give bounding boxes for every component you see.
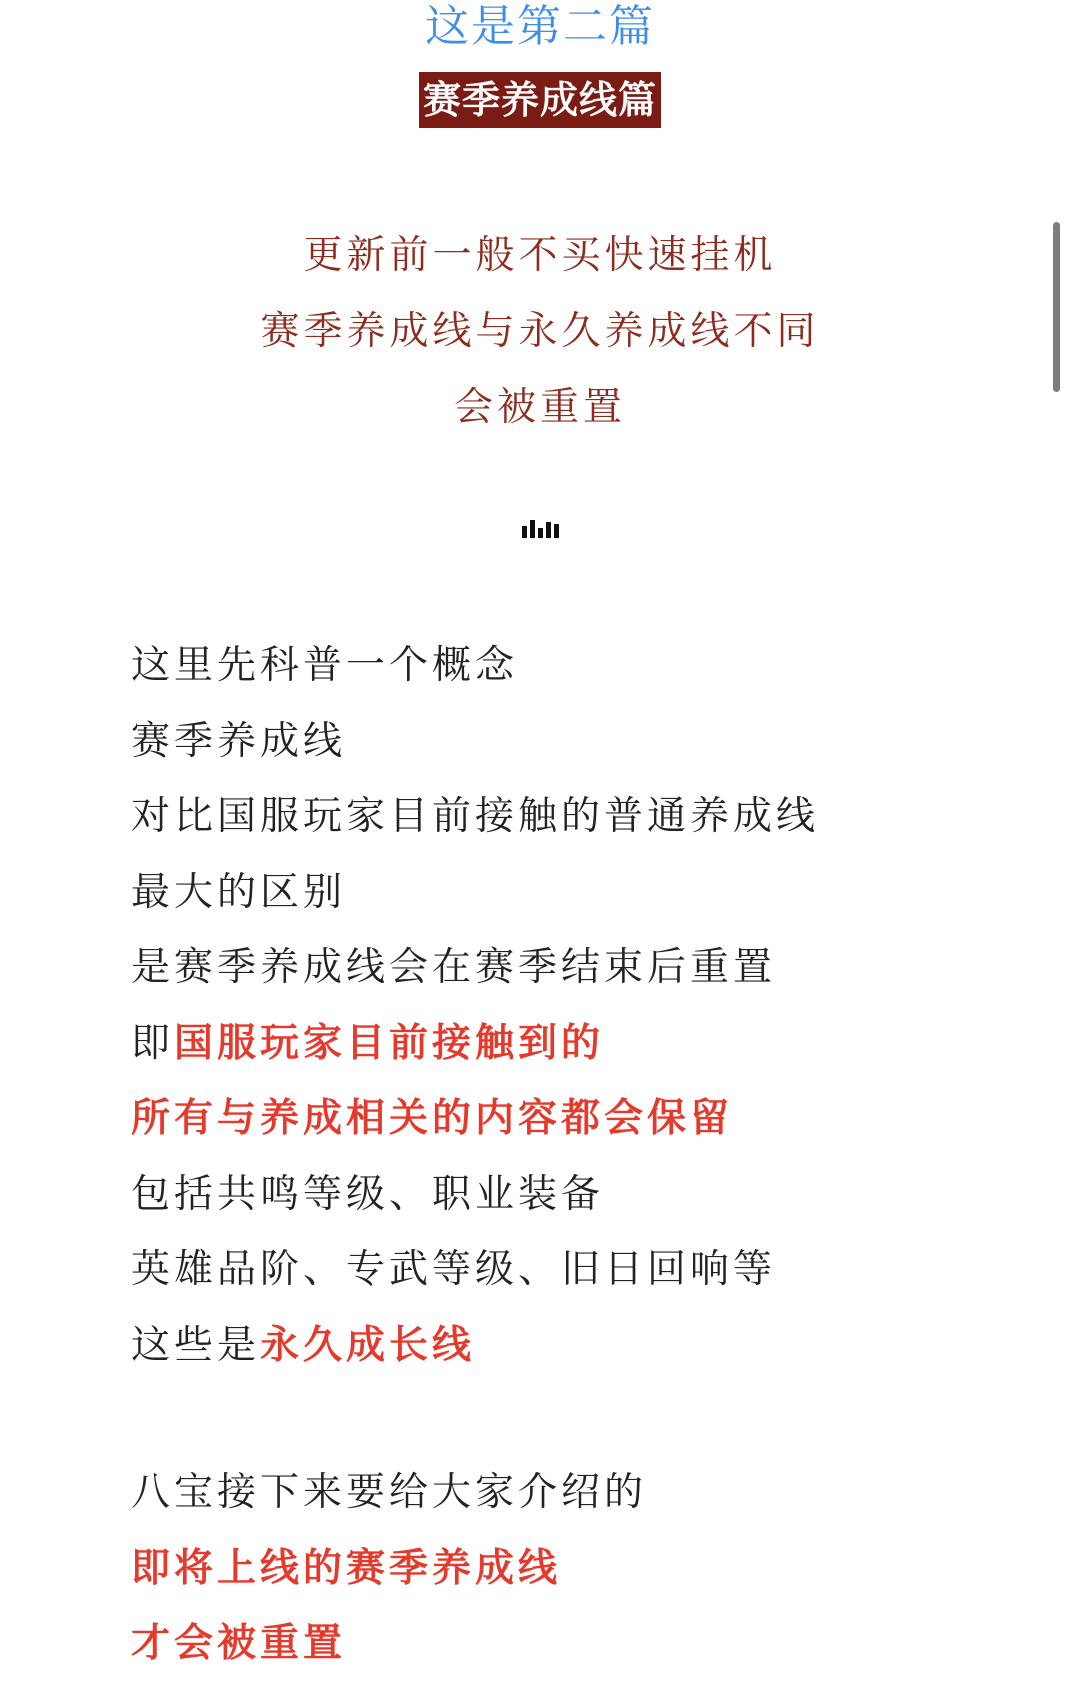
bar-graph-divider-icon [522, 520, 559, 538]
divider-bar [522, 526, 527, 538]
text-line: 是赛季养成线会在赛季结束后重置 [131, 945, 777, 990]
paragraph-concept [131, 628, 1031, 1383]
divider [0, 520, 1080, 538]
divider-bar [546, 522, 551, 538]
divider-bar [554, 524, 559, 538]
paragraph-season [131, 1455, 1031, 1682]
text-highlight-line: 所有与养成相关的内容都会保留 [131, 1096, 734, 1141]
intro-line: 会被重置 [453, 385, 626, 430]
text-line: 包括共鸣等级、职业装备 [131, 1171, 605, 1217]
text-line: 对比国服玩家目前接触的普通养成线 [131, 794, 820, 839]
text-highlight-line: 才会被重置 [131, 1621, 347, 1666]
text-line: 赛季养成线 [131, 718, 347, 764]
text-normal: 这些是 [131, 1322, 261, 1368]
text-normal: 即 [131, 1020, 175, 1066]
text-line [131, 1308, 1031, 1384]
divider-bar [538, 528, 543, 538]
divider-bar [530, 520, 535, 538]
text-highlight: 永久成长线 [260, 1322, 476, 1368]
text-line: 八宝接下来要给大家介绍的 [131, 1470, 648, 1515]
text-line [131, 1006, 1031, 1082]
intro-line: 更新前一般不买快速挂机 [303, 233, 777, 278]
intro-block [0, 218, 1080, 446]
text-highlight-line: 即将上线的赛季养成线 [131, 1545, 562, 1591]
intro-line: 赛季养成线与永久养成线不同 [260, 309, 820, 354]
text-line: 最大的区别 [131, 869, 347, 915]
text-highlight: 国服玩家目前接触到的 [174, 1020, 605, 1066]
scrollbar[interactable] [1053, 222, 1060, 392]
section-title-wrap [0, 72, 1080, 128]
text-line: 英雄品阶、专武等级、旧日回响等 [131, 1247, 777, 1292]
section-title: 赛季养成线篇 [419, 72, 661, 128]
article-subtitle: 这是第二篇 [425, 1, 655, 52]
text-line: 这里先科普一个概念 [131, 643, 519, 688]
